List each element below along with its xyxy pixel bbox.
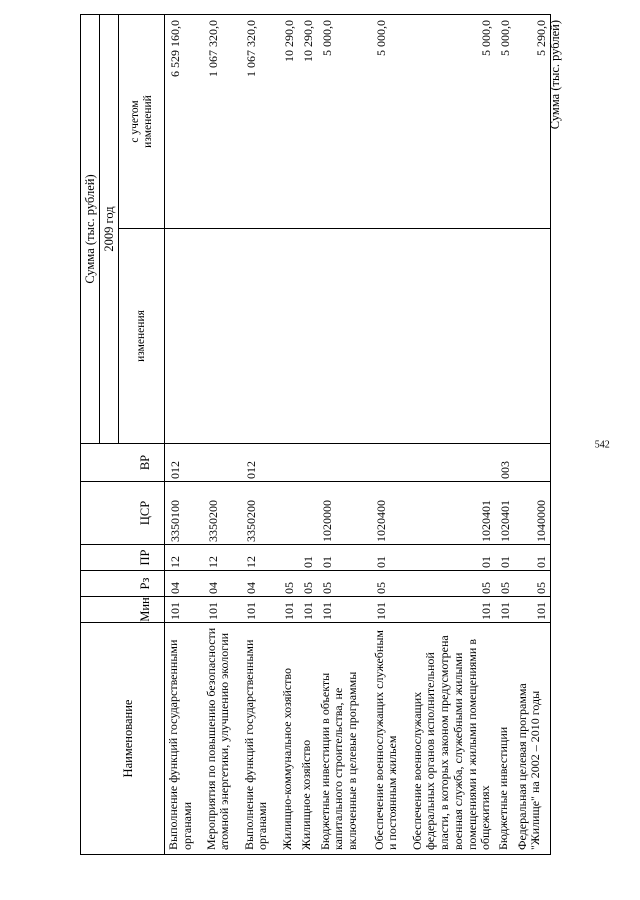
col-header-min: Мин: [81, 597, 165, 623]
units-caption: Сумма (тыс. рублей): [548, 20, 562, 130]
col-header-pr: ПР: [81, 545, 165, 571]
page-number: 542: [594, 439, 610, 451]
budget-table: [80, 14, 551, 855]
col-header-vr: ВР: [81, 444, 165, 482]
col-header-name: Наименование: [81, 623, 165, 855]
table-row: Бюджетные инвестиции 101 05 01 1020401 003 5 000,0: [495, 14, 514, 854]
col-header-sum: Сумма (тыс. рублей): [81, 14, 100, 443]
col-header-with-changes: с учетом изменений: [119, 14, 165, 228]
col-header-year: 2009 год: [100, 14, 119, 443]
table-row: Федеральная целевая программа "Жилище" на 2002 – 2010 годы 101 05 01 1040000 5 290,0: [514, 14, 551, 854]
table-row: Жилищно-коммунальное хозяйство 101 05 10 290,0: [279, 14, 298, 854]
table-row: Бюджетные инвестиции в объекты капитального строительства, не включенные в целевые программы 101 05 01 1020000 5 000,0: [317, 14, 371, 854]
table-row: Обеспечение военнослужащих служебным и постоянным жильем 101 05 01 1020400 5 000,0: [371, 14, 409, 854]
table-row: Выполнение функций государственными органами 101 04 12 3350200 012 1 067 320,0: [241, 14, 279, 854]
table-row: Жилищное хозяйство 101 05 01 10 290,0: [298, 14, 317, 854]
col-header-changes: изменения: [119, 229, 165, 444]
table-row: Мероприятия по повышению безопасности атомной энергетики, улучшению экологии 101 04 12 3350200 1 067 320,0: [203, 14, 241, 854]
col-header-rz: Рз: [81, 571, 165, 597]
table-row: Обеспечение военнослужащих федеральных органов исполнительной власти, в которых законом предусмотрена военная служба, служебными жилыми помещениями и жилыми помещениями в общежитиях 101 05 01 1020401 5 000,0: [409, 14, 495, 854]
col-header-csr: ЦСР: [81, 482, 165, 545]
table-row: Выполнение функций государственными органами 101 04 12 3350100 012 6 529 160,0: [165, 14, 203, 854]
